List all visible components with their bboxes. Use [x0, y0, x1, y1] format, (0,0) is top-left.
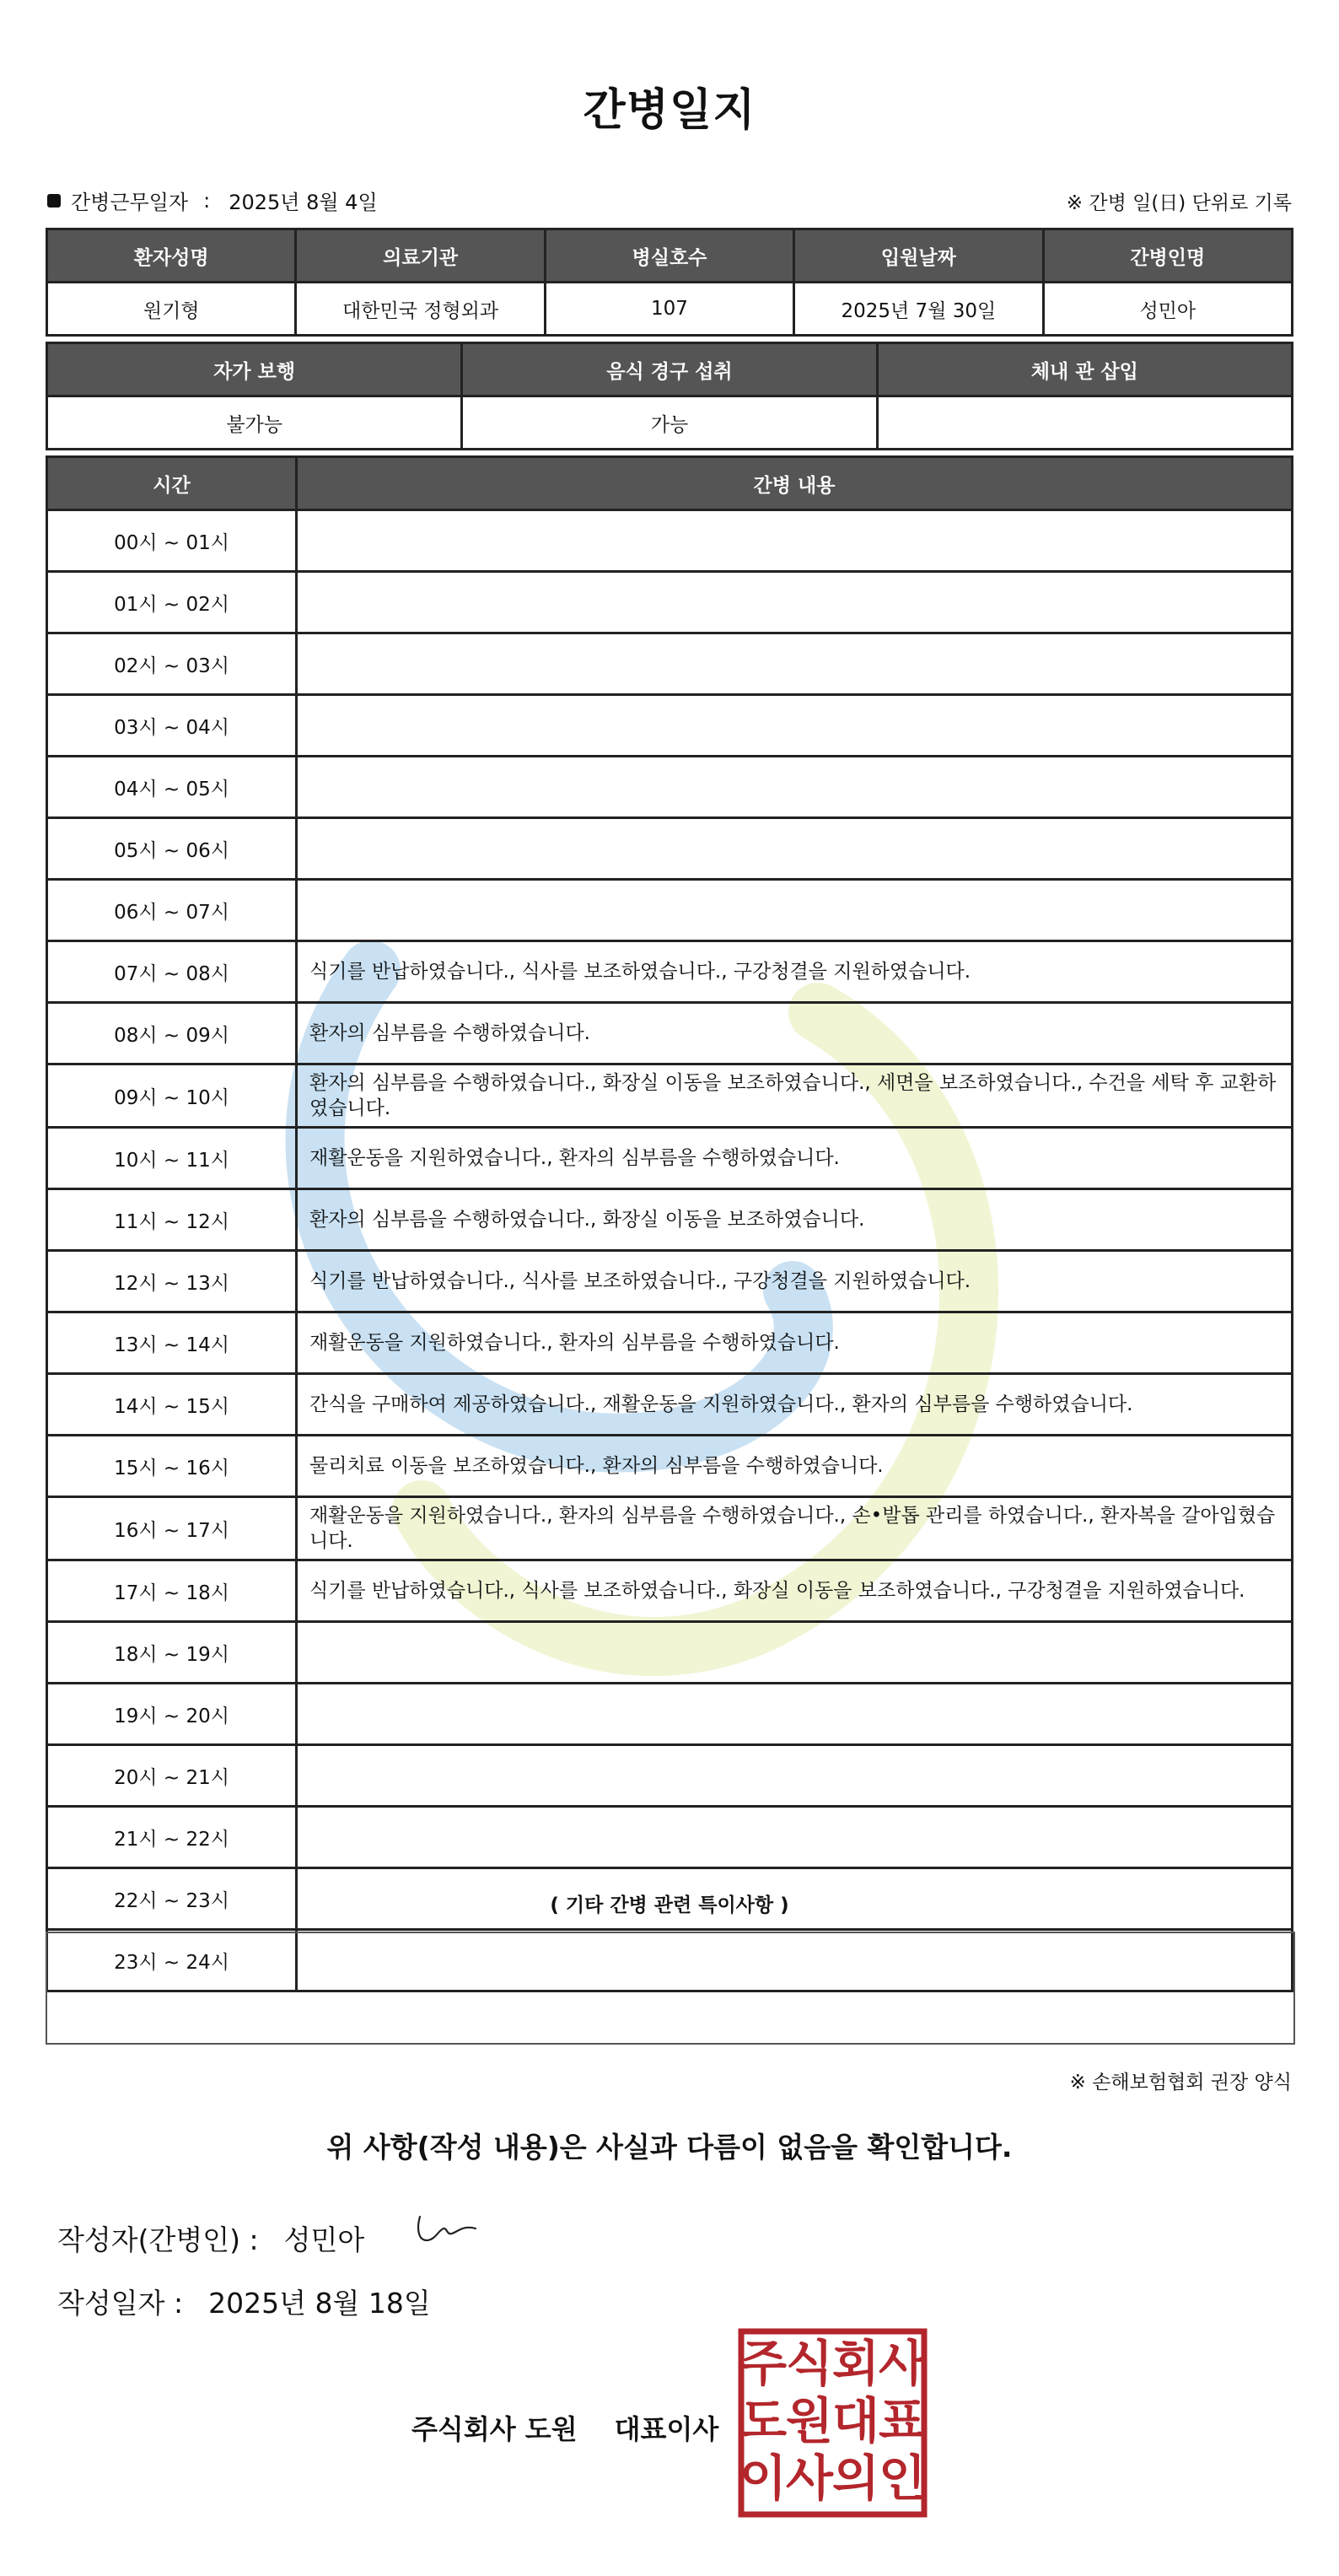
header-time: 시간: [47, 457, 297, 510]
care-content-cell: [297, 1745, 1293, 1807]
table-row: [47, 633, 1293, 695]
seal-character: 의: [831, 2449, 880, 2507]
seal-character: 사: [785, 2449, 834, 2507]
time-slot-cell: 23시 ~ 24시: [47, 1930, 297, 1991]
care-content-cell: 환자의 심부름을 수행하였습니다.: [297, 1003, 1293, 1064]
table-row: [47, 1003, 1293, 1064]
record-unit-note: ※ 간병 일(日) 단위로 기록: [1066, 192, 1292, 214]
care-content-cell: [297, 510, 1293, 572]
time-slot-cell: 07시 ~ 08시: [47, 941, 297, 1003]
time-slot-cell: 05시 ~ 06시: [47, 818, 297, 880]
caregiver-name-value: 성민아: [1043, 283, 1292, 336]
status-header-row: [47, 343, 1293, 396]
seal-character: 표: [878, 2392, 927, 2449]
header-admission-date: 입원날짜: [794, 229, 1043, 283]
time-slot-cell: 00시 ~ 01시: [47, 510, 297, 572]
header-care-content: 간병 내용: [297, 457, 1293, 510]
time-slot-cell: 04시 ~ 05시: [47, 757, 297, 818]
time-slot-cell: 03시 ~ 04시: [47, 695, 297, 757]
patient-value-row: [47, 283, 1293, 336]
table-row: [47, 1189, 1293, 1251]
table-row: [47, 1497, 1293, 1560]
time-slot-cell: 21시 ~ 22시: [47, 1807, 297, 1868]
writer-line: [57, 2218, 364, 2258]
seal-character: 사: [878, 2335, 927, 2392]
special-notes-box: [46, 1932, 1295, 2045]
care-content-cell: 재활운동을 지원하였습니다., 환자의 심부름을 수행하였습니다.: [297, 1312, 1293, 1374]
table-row: [47, 1436, 1293, 1497]
time-slot-cell: 09시 ~ 10시: [47, 1064, 297, 1128]
table-row: [47, 757, 1293, 818]
table-row: [47, 941, 1293, 1003]
work-date-colon: :: [203, 188, 211, 213]
care-content-cell: 식기를 반납하였습니다., 식사를 보조하였습니다., 구강청결을 지원하였습니다.: [297, 1251, 1293, 1312]
table-row: [47, 1251, 1293, 1312]
bullet-square-icon: [47, 194, 61, 207]
signature-icon: [413, 2210, 481, 2252]
care-content-cell: 재활운동을 지원하였습니다., 환자의 심부름을 수행하였습니다., 손•발톱 관리를 하였습니다., 환자복을 갈아입혔습니다.: [297, 1497, 1293, 1560]
company-name: 주식회사 도원: [411, 2413, 578, 2445]
time-slot-cell: 11시 ~ 12시: [47, 1189, 297, 1251]
self-walking-value: 불가능: [47, 396, 462, 450]
time-slot-cell: 13시 ~ 14시: [47, 1312, 297, 1374]
care-content-cell: 식기를 반납하였습니다., 식사를 보조하였습니다., 화장실 이동을 보조하였습니다., 구강청결을 지원하였습니다.: [297, 1560, 1293, 1622]
table-row: [47, 1560, 1293, 1622]
table-row: [47, 572, 1293, 633]
seal-character: 주: [739, 2335, 788, 2392]
room-number-value: 107: [545, 283, 793, 336]
writer-label: 작성자(간병인) :: [57, 2223, 259, 2256]
care-content-cell: [297, 695, 1293, 757]
table-row: [47, 1374, 1293, 1436]
header-hospital: 의료기관: [296, 229, 545, 283]
care-content-cell: 물리치료 이동을 보조하였습니다., 환자의 심부름을 수행하였습니다.: [297, 1436, 1293, 1497]
care-content-cell: [297, 880, 1293, 941]
patient-name-value: 원기형: [47, 283, 296, 336]
care-log-body: [47, 510, 1293, 1991]
table-row: [47, 695, 1293, 757]
seal-character: 회: [831, 2335, 880, 2392]
work-date-line: [47, 186, 378, 215]
oral-intake-value: 가능: [462, 396, 877, 450]
special-notes-title: ( 기타 간병 관련 특이사항 ): [550, 1894, 789, 1916]
care-content-cell: 간식을 구매하여 제공하였습니다., 재활운동을 지원하였습니다., 환자의 심부름을 수행하였습니다.: [297, 1374, 1293, 1436]
time-slot-cell: 15시 ~ 16시: [47, 1436, 297, 1497]
seal-character: 도: [739, 2392, 788, 2449]
written-date-value: 2025년 8월 18일: [208, 2287, 431, 2320]
time-slot-cell: 18시 ~ 19시: [47, 1622, 297, 1684]
admission-date-value: 2025년 7월 30일: [794, 283, 1043, 336]
care-content-cell: [297, 572, 1293, 633]
status-value-row: [47, 396, 1293, 450]
written-date-line: [57, 2282, 431, 2321]
time-slot-cell: 22시 ~ 23시: [47, 1868, 297, 1930]
care-content-cell: [297, 633, 1293, 695]
table-row: [47, 1807, 1293, 1868]
header-self-walking: 자가 보행: [47, 343, 462, 396]
written-date-label: 작성일자 :: [57, 2287, 184, 2320]
seal-character: 식: [785, 2335, 834, 2392]
care-content-cell: 식기를 반납하였습니다., 식사를 보조하였습니다., 구강청결을 지원하였습니다.: [297, 941, 1293, 1003]
time-slot-cell: 01시 ~ 02시: [47, 572, 297, 633]
care-log-table: [46, 455, 1293, 1992]
time-slot-cell: 08시 ~ 09시: [47, 1003, 297, 1064]
table-row: [47, 1745, 1293, 1807]
care-content-cell: [297, 1684, 1293, 1745]
table-row: [47, 510, 1293, 572]
time-slot-cell: 06시 ~ 07시: [47, 880, 297, 941]
work-date-label: 간병근무일자: [71, 191, 189, 214]
time-slot-cell: 12시 ~ 13시: [47, 1251, 297, 1312]
table-row: [47, 1064, 1293, 1128]
time-slot-cell: 19시 ~ 20시: [47, 1684, 297, 1745]
time-slot-cell: 20시 ~ 21시: [47, 1745, 297, 1807]
representative-title: 대표이사: [614, 2413, 719, 2445]
association-form-note: ※ 손해보험협회 권장 양식: [1069, 2072, 1292, 2094]
confirmation-statement: 위 사항(작성 내용)은 사실과 다름이 없음을 확인합니다.: [326, 2131, 1013, 2164]
table-row: [47, 1312, 1293, 1374]
table-row: [47, 1684, 1293, 1745]
care-content-cell: [297, 1622, 1293, 1684]
header-tube-insertion: 체내 관 삽입: [877, 343, 1292, 396]
tube-insertion-value: [877, 396, 1292, 450]
table-row: [47, 880, 1293, 941]
hospital-value: 대한민국 정형외과: [296, 283, 545, 336]
table-row: [47, 1622, 1293, 1684]
company-seal-icon: [738, 2328, 928, 2518]
care-content-cell: [297, 1807, 1293, 1868]
patient-status-table: [46, 342, 1293, 450]
header-caregiver-name: 간병인명: [1043, 229, 1292, 283]
seal-character: 원: [785, 2392, 834, 2449]
patient-header-row: [47, 229, 1293, 283]
care-content-cell: 환자의 심부름을 수행하였습니다., 화장실 이동을 보조하였습니다., 세면을 보조하였습니다., 수건을 세탁 후 교환하였습니다.: [297, 1064, 1293, 1128]
work-date-value: 2025년 8월 4일: [229, 191, 378, 214]
company-signature-line: [411, 2408, 718, 2447]
time-slot-cell: 17시 ~ 18시: [47, 1560, 297, 1622]
table-row: [47, 1128, 1293, 1189]
page-title: 간병일지: [583, 85, 756, 136]
care-content-cell: 환자의 심부름을 수행하였습니다., 화장실 이동을 보조하였습니다.: [297, 1189, 1293, 1251]
care-content-cell: 재활운동을 지원하였습니다., 환자의 심부름을 수행하였습니다.: [297, 1128, 1293, 1189]
time-slot-cell: 16시 ~ 17시: [47, 1497, 297, 1560]
care-content-cell: [297, 818, 1293, 880]
care-log-header-row: [47, 457, 1293, 510]
patient-info-table: [46, 228, 1293, 337]
header-room-number: 병실호수: [545, 229, 793, 283]
time-slot-cell: 14시 ~ 15시: [47, 1374, 297, 1436]
seal-character: 인: [878, 2449, 927, 2507]
time-slot-cell: 10시 ~ 11시: [47, 1128, 297, 1189]
time-slot-cell: 02시 ~ 03시: [47, 633, 297, 695]
seal-character: 대: [831, 2392, 880, 2449]
care-content-cell: [297, 757, 1293, 818]
header-oral-intake: 음식 경구 섭취: [462, 343, 877, 396]
table-row: [47, 818, 1293, 880]
header-patient-name: 환자성명: [47, 229, 296, 283]
writer-name: 성민아: [283, 2223, 365, 2256]
seal-character: 이: [739, 2449, 788, 2507]
